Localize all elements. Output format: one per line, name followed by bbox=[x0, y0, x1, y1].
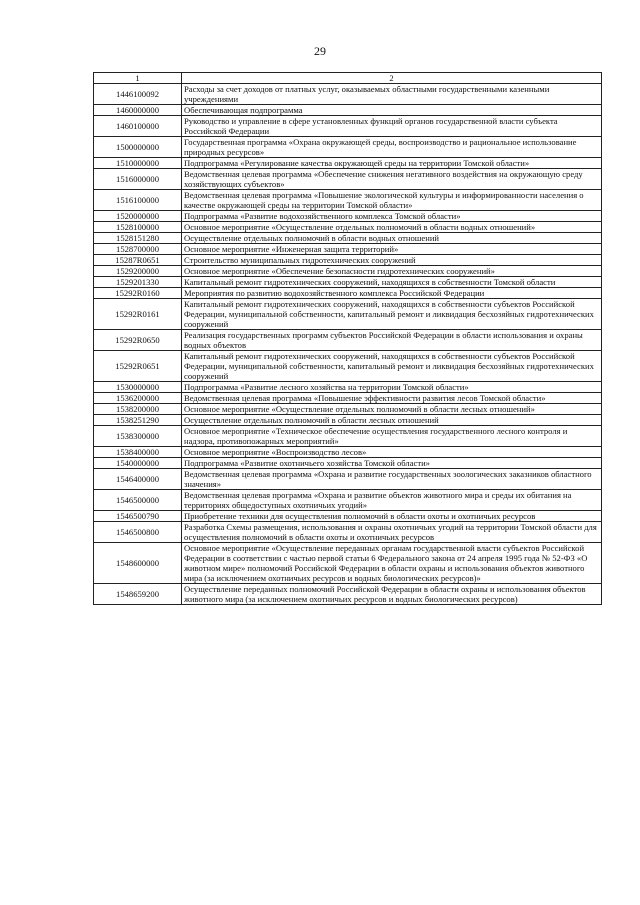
item-description: Ведомственная целевая программа «Обеспечение снижения негативного воздействия на окружающую среду хозяйствующих субъектов» bbox=[182, 169, 602, 190]
table-row bbox=[94, 84, 602, 105]
classification-code: 1529200000 bbox=[94, 266, 182, 277]
table-row bbox=[94, 116, 602, 137]
classification-code: 1540000000 bbox=[94, 458, 182, 469]
classification-code: 1548600000 bbox=[94, 543, 182, 584]
item-description: Расходы за счет доходов от платных услуг, оказываемых областными государственными казенными учреждениями bbox=[182, 84, 602, 105]
classification-code: 1546400000 bbox=[94, 469, 182, 490]
item-description: Строительство муниципальных гидротехнических сооружений bbox=[182, 255, 602, 266]
item-description: Государственная программа «Охрана окружающей среды, воспроизводство и рациональное использование природных ресурсов» bbox=[182, 137, 602, 158]
classification-code: 1520000000 bbox=[94, 211, 182, 222]
classification-code: 1528100000 bbox=[94, 222, 182, 233]
item-description: Осуществление отдельных полномочий в области лесных отношений bbox=[182, 415, 602, 426]
item-description: Основное мероприятие «Обеспечение безопасности гидротехнических сооружений» bbox=[182, 266, 602, 277]
table-row bbox=[94, 266, 602, 277]
table-row bbox=[94, 244, 602, 255]
item-description: Капитальный ремонт гидротехнических сооружений, находящихся в собственности субъектов Российской Федерации, муниципальной собственности, капитальный ремонт и ликвидация бесхозяйных гидротехнических сооружений bbox=[182, 299, 602, 330]
table-row bbox=[94, 105, 602, 116]
table-row bbox=[94, 288, 602, 299]
table-row bbox=[94, 255, 602, 266]
page-number: 29 bbox=[314, 44, 326, 58]
classification-code: 1536200000 bbox=[94, 393, 182, 404]
classification-code: 1546500000 bbox=[94, 490, 182, 511]
item-description: Ведомственная целевая программа «Повышение эффективности развития лесов Томской области» bbox=[182, 393, 602, 404]
classification-code: 1460000000 bbox=[94, 105, 182, 116]
classification-code: 1546500790 bbox=[94, 511, 182, 522]
table-row bbox=[94, 277, 602, 288]
classification-code: 1510000000 bbox=[94, 158, 182, 169]
classification-code: 1516000000 bbox=[94, 169, 182, 190]
table-row bbox=[94, 584, 602, 605]
table-row bbox=[94, 490, 602, 511]
classification-code: 1528151280 bbox=[94, 233, 182, 244]
item-description: Основное мероприятие «Воспроизводство лесов» bbox=[182, 447, 602, 458]
table-row bbox=[94, 469, 602, 490]
table-row bbox=[94, 330, 602, 351]
item-description: Разработка Схемы размещения, использования и охраны охотничьих угодий на территории Томской области для осуществления полномочий в области охоты и охотничьих ресурсов bbox=[182, 522, 602, 543]
budget-classification-table bbox=[93, 72, 602, 605]
item-description: Ведомственная целевая программа «Повышение экологической культуры и информированности населения о качестве окружающей среды на территории Томской области» bbox=[182, 190, 602, 211]
item-description: Подпрограмма «Развитие охотничьего хозяйства Томской области» bbox=[182, 458, 602, 469]
classification-code: 1516100000 bbox=[94, 190, 182, 211]
item-description: Руководство и управление в сфере установленных функций органов государственной власти субъекта Российской Федерации bbox=[182, 116, 602, 137]
classification-code: 1546500800 bbox=[94, 522, 182, 543]
item-description: Основное мероприятие «Инженерная защита территорий» bbox=[182, 244, 602, 255]
item-description: Основное мероприятие «Осуществление отдельных полномочий в области водных отношений» bbox=[182, 222, 602, 233]
item-description: Осуществление отдельных полномочий в области водных отношений bbox=[182, 233, 602, 244]
item-description: Реализация государственных программ субъектов Российской Федерации в области использования и охраны водных объектов bbox=[182, 330, 602, 351]
table-row bbox=[94, 137, 602, 158]
classification-code: 15287R0651 bbox=[94, 255, 182, 266]
table-row bbox=[94, 447, 602, 458]
table-row bbox=[94, 415, 602, 426]
item-description: Осуществление переданных полномочий Российской Федерации в области охраны и использования объектов животного мира (за исключением охотничьих ресурсов и водных биологических ресурсов) bbox=[182, 584, 602, 605]
classification-code: 15292R0160 bbox=[94, 288, 182, 299]
item-description: Ведомственная целевая программа «Охрана и развитие объектов животного мира и среды их обитания на территориях общедоступных охотничьих угодий» bbox=[182, 490, 602, 511]
classification-code: 1460100000 bbox=[94, 116, 182, 137]
table-row bbox=[94, 522, 602, 543]
table-row bbox=[94, 511, 602, 522]
item-description: Подпрограмма «Развитие водохозяйственного комплекса Томской области» bbox=[182, 211, 602, 222]
item-description: Основное мероприятие «Техническое обеспечение осуществления государственного лесного контроля и надзора, противопожарных мероприятий» bbox=[182, 426, 602, 447]
classification-code: 1538400000 bbox=[94, 447, 182, 458]
item-description: Подпрограмма «Развитие лесного хозяйства на территории Томской области» bbox=[182, 382, 602, 393]
classification-code: 1500000000 bbox=[94, 137, 182, 158]
item-description: Основное мероприятие «Осуществление переданных органам государственной власти субъектов Российской Федерации в соответствии с частью первой статьи 6 Федерального закона от 24 апреля 1995 года № 52-ФЗ «О животном мире» полномочий Российской Федерации в области охраны и использования объектов животного мира (за исключением охотничьих ресурсов и водных биологических ресурсов)» bbox=[182, 543, 602, 584]
item-description: Приобретение техники для осуществления полномочий в области охоты и охотничьих ресурсов bbox=[182, 511, 602, 522]
classification-code: 1446100092 bbox=[94, 84, 182, 105]
classification-code: 1538251290 bbox=[94, 415, 182, 426]
item-description: Ведомственная целевая программа «Охрана и развитие государственных зоологических заказников областного значения» bbox=[182, 469, 602, 490]
table-row bbox=[94, 222, 602, 233]
table-row bbox=[94, 169, 602, 190]
table-row bbox=[94, 543, 602, 584]
classification-code: 15292R0651 bbox=[94, 351, 182, 382]
classification-code: 1528700000 bbox=[94, 244, 182, 255]
item-description: Подпрограмма «Регулирование качества окружающей среды на территории Томской области» bbox=[182, 158, 602, 169]
table-row bbox=[94, 458, 602, 469]
table-row bbox=[94, 299, 602, 330]
table-row bbox=[94, 190, 602, 211]
item-description: Капитальный ремонт гидротехнических сооружений, находящихся в собственности субъектов Российской Федерации, муниципальной собственности, капитальный ремонт и ликвидация бесхозяйных гидротехнических сооружений bbox=[182, 351, 602, 382]
item-description: Капитальный ремонт гидротехнических сооружений, находящихся в собственности Томской области bbox=[182, 277, 602, 288]
classification-code: 1530000000 bbox=[94, 382, 182, 393]
table-header-row bbox=[94, 73, 602, 84]
classification-code: 15292R0161 bbox=[94, 299, 182, 330]
table-row bbox=[94, 393, 602, 404]
classification-code: 1548659200 bbox=[94, 584, 182, 605]
classification-code: 15292R0650 bbox=[94, 330, 182, 351]
table-row bbox=[94, 351, 602, 382]
item-description: Обеспечивающая подпрограмма bbox=[182, 105, 602, 116]
table-row bbox=[94, 211, 602, 222]
table-row bbox=[94, 158, 602, 169]
table-row bbox=[94, 426, 602, 447]
header-code-column: 1 bbox=[94, 73, 182, 84]
table-row bbox=[94, 233, 602, 244]
classification-code: 1538200000 bbox=[94, 404, 182, 415]
item-description: Мероприятия по развитию водохозяйственного комплекса Российской Федерации bbox=[182, 288, 602, 299]
table-row bbox=[94, 404, 602, 415]
classification-code: 1529201330 bbox=[94, 277, 182, 288]
classification-code: 1538300000 bbox=[94, 426, 182, 447]
item-description: Основное мероприятие «Осуществление отдельных полномочий в области лесных отношений» bbox=[182, 404, 602, 415]
header-description-column: 2 bbox=[182, 73, 602, 84]
table-row bbox=[94, 382, 602, 393]
